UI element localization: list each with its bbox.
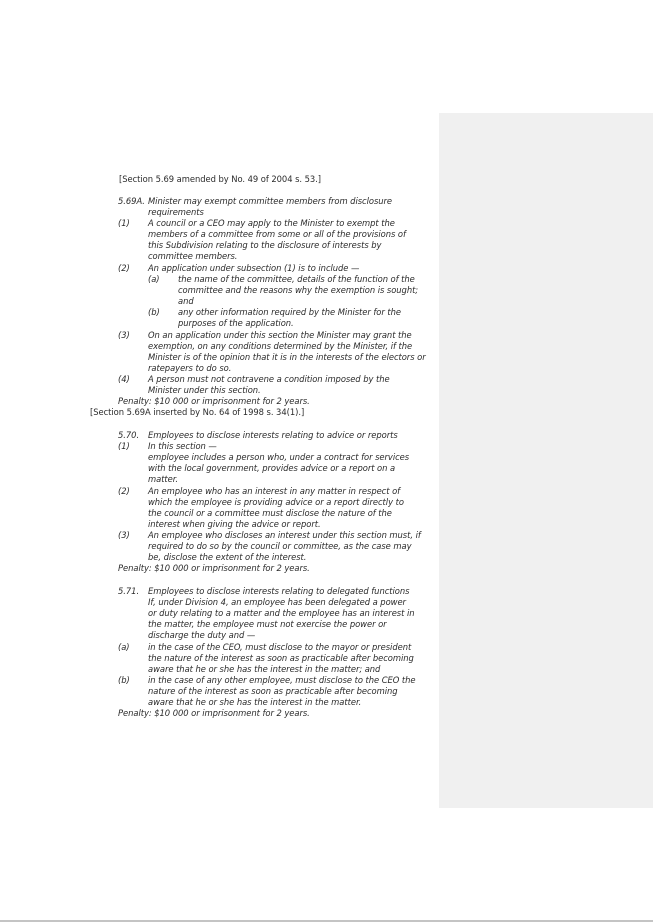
subsection-label: (4) <box>118 374 130 384</box>
section-heading: requirements <box>148 207 204 217</box>
section-intro: discharge the duty and — <box>148 630 256 640</box>
comment-margin-pane <box>439 113 653 808</box>
subsection-text: In this section — <box>148 441 217 451</box>
subsection-text: the council or a committee must disclose the nature of the <box>148 508 392 518</box>
subsection-text: Minister under this section. <box>148 385 261 395</box>
subsection-text: An employee who has an interest in any matter in respect of <box>148 486 401 496</box>
section-number: 5.69A. <box>118 196 145 206</box>
subsection-text: interest when giving the advice or report. <box>148 519 321 529</box>
paragraph-text: in the case of any other employee, must disclose to the CEO the <box>148 675 416 685</box>
section-heading: Employees to disclose interests relating to delegated functions <box>148 586 410 596</box>
paragraph-text: in the case of the CEO, must disclose to the mayor or president <box>148 642 412 652</box>
subsection-label: (1) <box>118 441 130 451</box>
section-heading: Employees to disclose interests relating to advice or reports <box>148 430 398 440</box>
subsection-text: required to do so by the council or committee, as the case may <box>148 541 412 551</box>
section-heading: Minister may exempt committee members from disclosure <box>148 196 393 206</box>
subsection-text: A council or a CEO may apply to the Minister to exempt the <box>148 218 395 228</box>
section-intro: or duty relating to a matter and the employee has an interest in <box>148 608 415 618</box>
paragraph-label: (a) <box>118 642 130 652</box>
subsection-text: An application under subsection (1) is to include — <box>148 263 360 273</box>
definition-text: employee includes a person who, under a contract for services <box>148 452 410 462</box>
subsection-text: which the employee is providing advice or a report directly to <box>148 497 404 507</box>
paragraph-text: purposes of the application. <box>178 318 294 328</box>
paragraph-text: committee and the reasons why the exemption is sought; <box>178 285 419 295</box>
definition-text: with the local government, provides advice or a report on a <box>148 463 396 473</box>
insertion-note: [Section 5.69A inserted by No. 64 of 1998 s. 34(1).] <box>90 407 305 417</box>
section-intro: If, under Division 4, an employee has been delegated a power <box>148 597 406 607</box>
paragraph-text: the nature of the interest as soon as practicable after becoming <box>148 653 414 663</box>
penalty-text: Penalty: $10 000 or imprisonment for 2 years. <box>118 396 310 406</box>
paragraph-label: (b) <box>118 675 130 685</box>
subsection-text: An employee who discloses an interest under this section must, if <box>148 530 421 540</box>
subsection-text: exemption, on any conditions determined by the Minister, if the <box>148 341 413 351</box>
paragraph-text: nature of the interest as soon as practicable after becoming <box>148 686 398 696</box>
subsection-label: (3) <box>118 530 130 540</box>
paragraph-text: and <box>178 296 194 306</box>
paragraph-text: the name of the committee, details of the function of the <box>178 274 415 284</box>
subsection-text: On an application under this section the Minister may grant the <box>148 330 412 340</box>
subsection-label: (2) <box>118 263 130 273</box>
subsection-label: (3) <box>118 330 130 340</box>
subsection-text: Minister is of the opinion that it is in the interests of the electors or <box>148 352 426 362</box>
paragraph-label: (a) <box>148 274 160 284</box>
penalty-text: Penalty: $10 000 or imprisonment for 2 years. <box>118 708 310 718</box>
section-number: 5.70. <box>118 430 140 440</box>
paragraph-label: (b) <box>148 307 160 317</box>
section-number: 5.71. <box>118 586 140 596</box>
paragraph-text: aware that he or she has the interest in the matter; and <box>148 664 381 674</box>
amendment-note: [Section 5.69 amended by No. 49 of 2004 s. 53.] <box>119 174 322 184</box>
penalty-text: Penalty: $10 000 or imprisonment for 2 years. <box>118 563 310 573</box>
definition-text: matter. <box>148 474 178 484</box>
subsection-label: (1) <box>118 218 130 228</box>
subsection-text: this Subdivision relating to the disclosure of interests by <box>148 240 382 250</box>
subsection-text: members of a committee from some or all of the provisions of <box>148 229 406 239</box>
subsection-label: (2) <box>118 486 130 496</box>
page-bottom-divider <box>0 920 653 922</box>
subsection-text: A person must not contravene a condition imposed by the <box>148 374 390 384</box>
subsection-text: ratepayers to do so. <box>148 363 232 373</box>
subsection-text: be, disclose the extent of the interest. <box>148 552 307 562</box>
section-intro: the matter, the employee must not exercise the power or <box>148 619 387 629</box>
paragraph-text: any other information required by the Minister for the <box>178 307 401 317</box>
subsection-text: committee members. <box>148 251 238 261</box>
paragraph-text: aware that he or she has the interest in the matter. <box>148 697 362 707</box>
